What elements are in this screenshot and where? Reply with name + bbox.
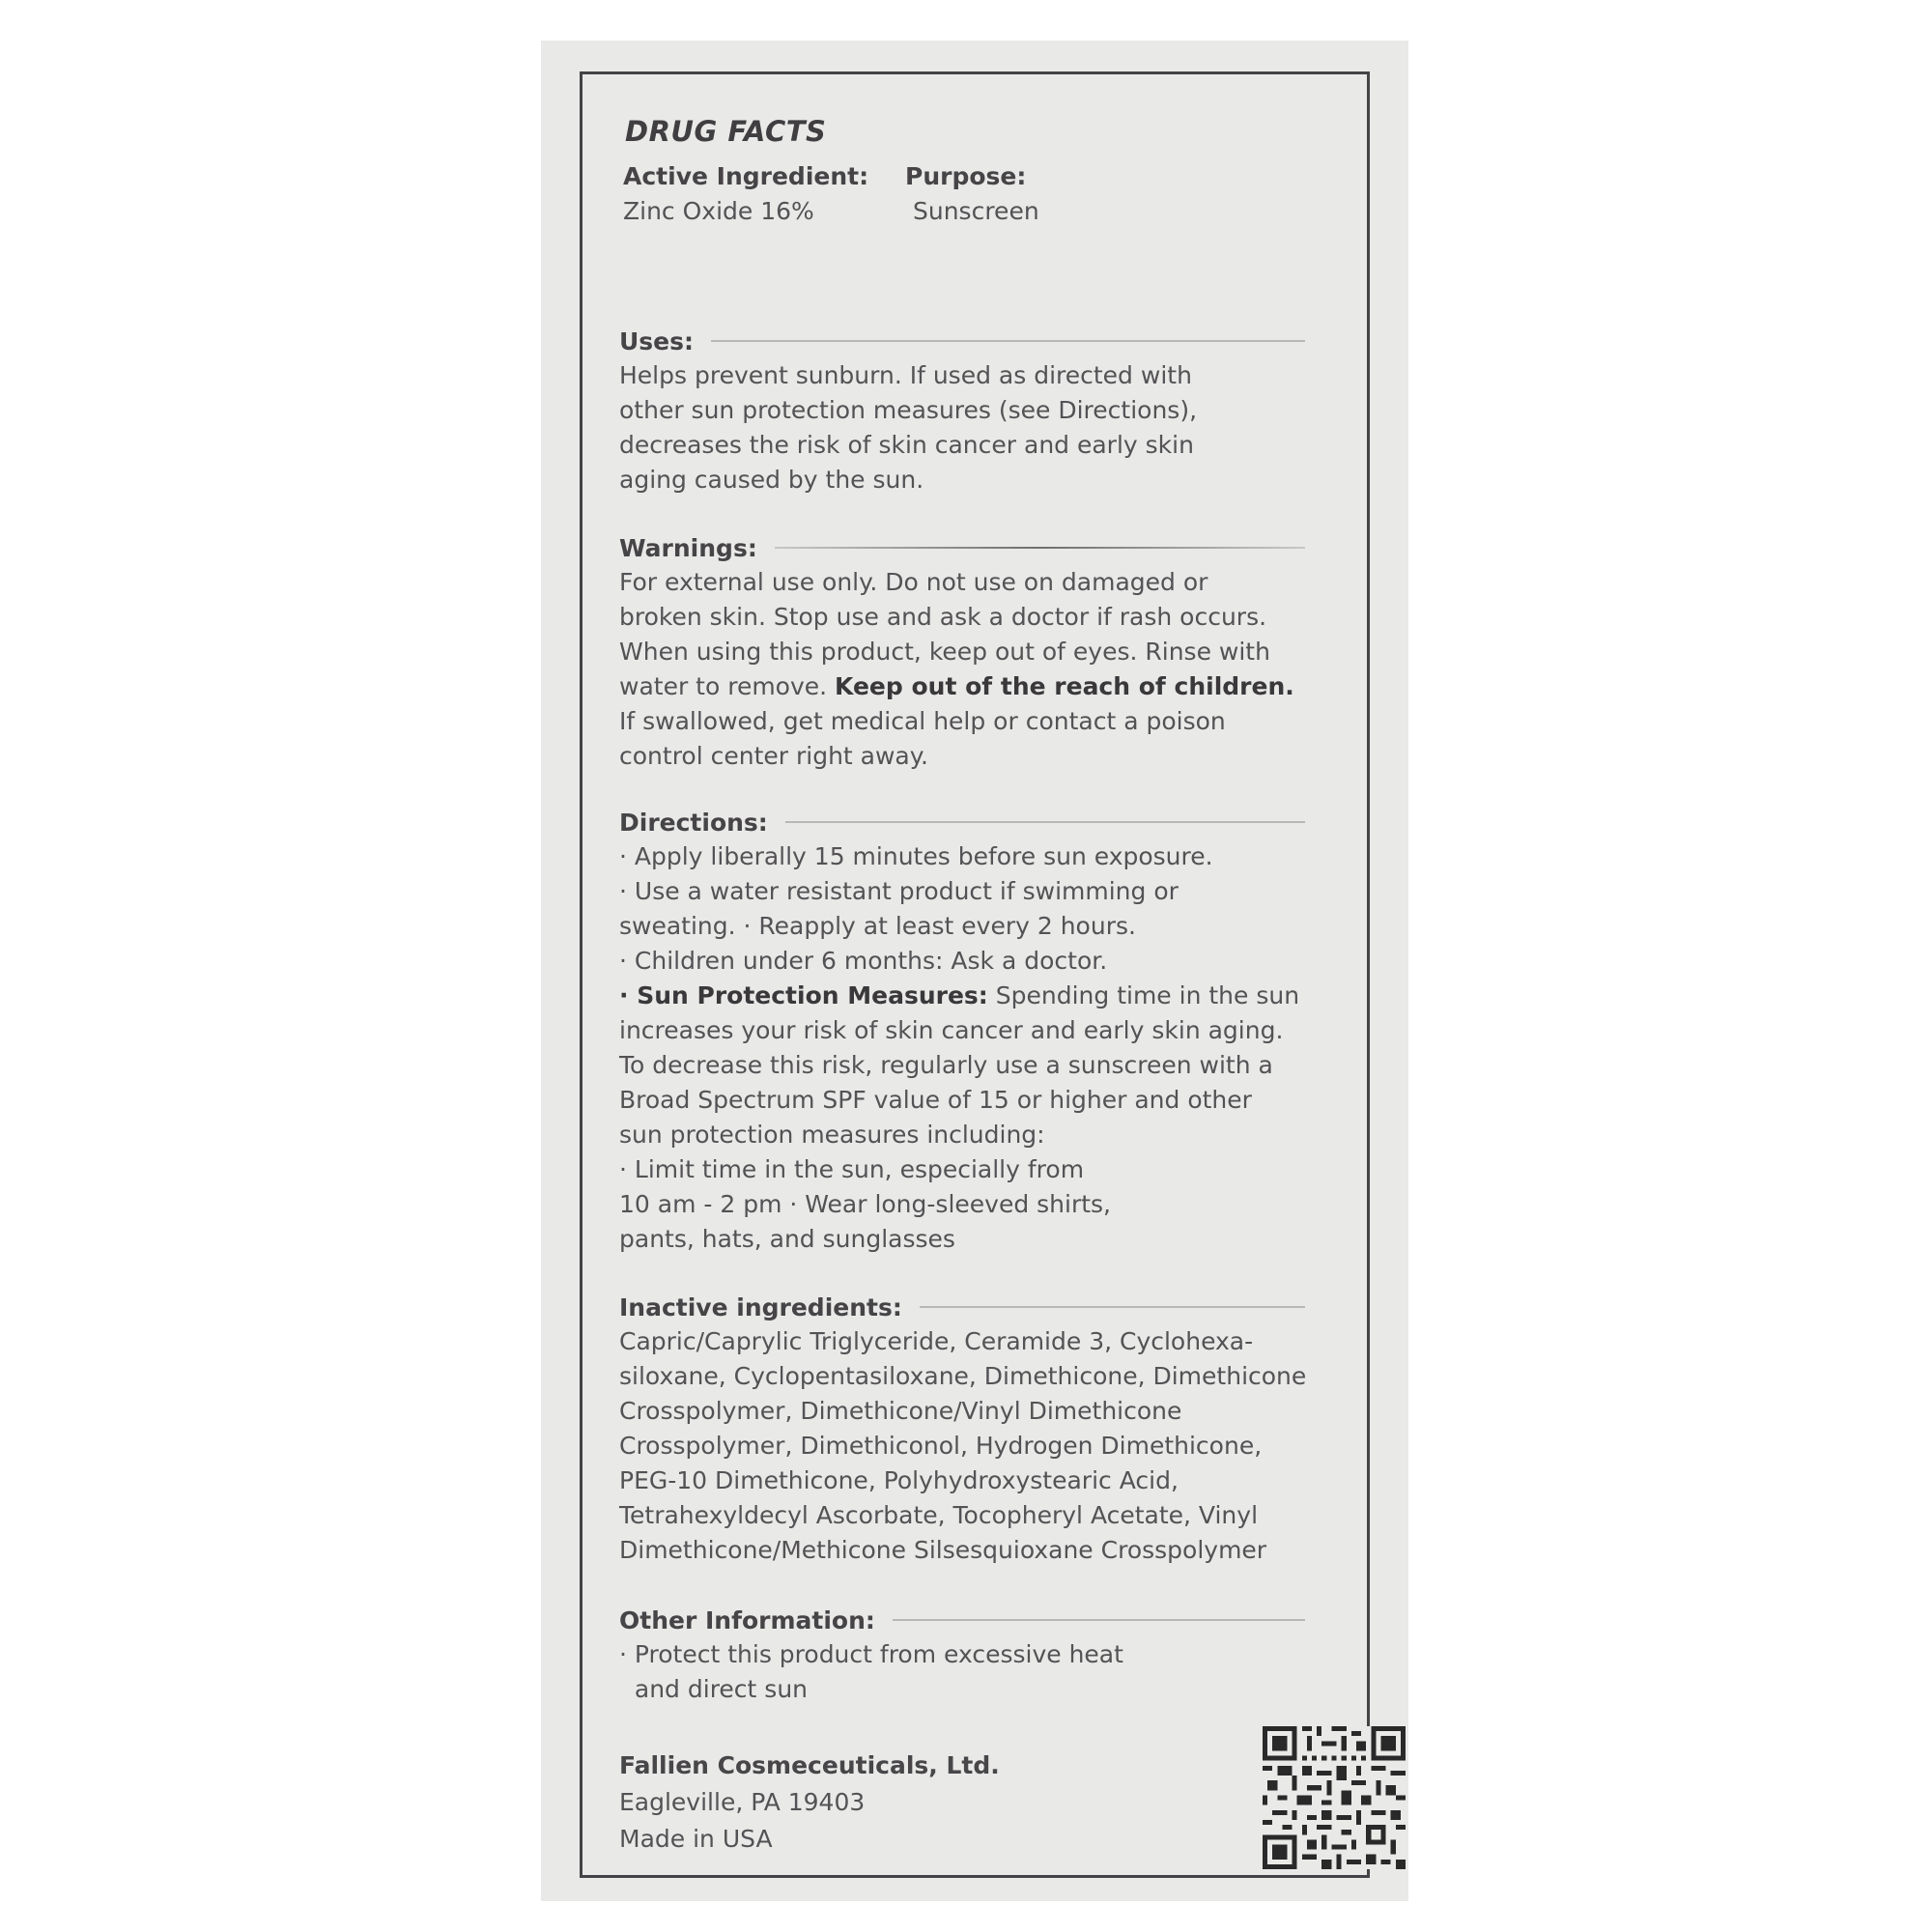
inactive-header — [619, 1290, 1353, 1324]
warnings-line: If swallowed, get medical help or contact a poison — [619, 707, 1226, 735]
divider-line — [920, 1306, 1305, 1308]
uses-line: Helps prevent sunburn. If used as directed with — [619, 361, 1192, 389]
warnings-line: For external use only. Do not use on damaged or — [619, 568, 1208, 596]
directions-line: sweating. · Reapply at least every 2 hours. — [619, 912, 1136, 940]
inactive-line: Crosspolymer, Dimethiconol, Hydrogen Dimethicone, — [619, 1432, 1263, 1460]
other-info-label: Other Information: — [619, 1605, 875, 1634]
warnings-line: broken skin. Stop use and ask a doctor if rash occurs. — [619, 603, 1267, 631]
directions-text: Spending time in the sun — [987, 981, 1300, 1009]
directions-line: · Limit time in the sun, especially from — [619, 1155, 1085, 1183]
directions-line: increases your risk of skin cancer and early skin aging. — [619, 1016, 1284, 1044]
directions-line: 10 am - 2 pm · Wear long-sleeved shirts, — [619, 1190, 1112, 1218]
inactive-line: siloxane, Cyclopentasiloxane, Dimethicone, Dimethicone — [619, 1362, 1307, 1390]
divider-line — [785, 821, 1305, 823]
other-info-header — [619, 1603, 1353, 1637]
warnings-section — [619, 530, 1353, 774]
divider-line — [893, 1619, 1305, 1621]
inactive-section — [619, 1290, 1353, 1568]
inactive-line: Capric/Caprylic Triglyceride, Ceramide 3, Cyclohexa- — [619, 1327, 1254, 1355]
manufacturer-block — [619, 1747, 1000, 1858]
uses-line: aging caused by the sun. — [619, 466, 924, 494]
sun-protection-heading: · Sun Protection Measures: — [619, 981, 988, 1009]
directions-line: · Apply liberally 15 minutes before sun exposure. — [619, 842, 1213, 870]
other-info-section — [619, 1603, 1353, 1707]
drug-facts-title: DRUG FACTS — [625, 115, 827, 148]
warnings-line — [619, 669, 1353, 704]
other-info-line: and direct sun — [619, 1675, 809, 1703]
inactive-line: PEG-10 Dimethicone, Polyhydroxystearic Acid, — [619, 1466, 1179, 1494]
active-ingredient-column — [623, 159, 868, 229]
country-of-origin: Made in USA — [619, 1825, 773, 1853]
directions-label: Directions: — [619, 808, 768, 837]
uses-label: Uses: — [619, 327, 695, 355]
qr-code-icon — [1263, 1726, 1406, 1869]
inactive-label: Inactive ingredients: — [619, 1293, 902, 1321]
divider-line — [775, 547, 1305, 549]
warnings-line: When using this product, keep out of eyes. Rinse with — [619, 638, 1270, 666]
active-ingredient-label: Active Ingredient: — [623, 162, 869, 190]
warnings-text: water to remove. — [619, 672, 836, 700]
children-warning: Keep out of the reach of children. — [835, 672, 1294, 700]
uses-section — [619, 324, 1353, 497]
directions-line: · Children under 6 months: Ask a doctor. — [619, 947, 1108, 975]
divider-line — [711, 340, 1305, 342]
purpose-column — [905, 159, 1039, 229]
drug-facts-frame — [580, 71, 1370, 1878]
uses-line: decreases the risk of skin cancer and early skin — [619, 431, 1194, 459]
uses-header — [619, 324, 1353, 358]
inactive-line: Dimethicone/Methicone Silsesquioxane Crosspolymer — [619, 1536, 1267, 1564]
purpose-value: Sunscreen — [913, 197, 1039, 225]
warnings-header — [619, 530, 1353, 565]
uses-line: other sun protection measures (see Directions), — [619, 396, 1198, 424]
company-name: Fallien Cosmeceuticals, Ltd. — [619, 1751, 1000, 1779]
directions-line: pants, hats, and sunglasses — [619, 1225, 955, 1253]
other-info-line: · Protect this product from excessive heat — [619, 1640, 1123, 1668]
directions-line: To decrease this risk, regularly use a sunscreen with a — [619, 1051, 1273, 1079]
directions-header — [619, 805, 1353, 839]
warnings-line: control center right away. — [619, 742, 928, 770]
inactive-line: Tetrahexyldecyl Ascorbate, Tocopheryl Acetate, Vinyl — [619, 1501, 1259, 1529]
directions-line: Broad Spectrum SPF value of 15 or higher and other — [619, 1086, 1252, 1114]
directions-line — [619, 979, 1353, 1013]
label-card — [541, 41, 1408, 1901]
directions-line: · Use a water resistant product if swimming or — [619, 877, 1179, 905]
directions-line: sun protection measures including: — [619, 1121, 1045, 1149]
purpose-label: Purpose: — [905, 162, 1027, 190]
active-ingredient-value: Zinc Oxide 16% — [623, 197, 814, 225]
warnings-label: Warnings: — [619, 533, 757, 562]
inactive-line: Crosspolymer, Dimethicone/Vinyl Dimethicone — [619, 1397, 1182, 1425]
company-address: Eagleville, PA 19403 — [619, 1788, 866, 1816]
directions-section — [619, 805, 1353, 1257]
